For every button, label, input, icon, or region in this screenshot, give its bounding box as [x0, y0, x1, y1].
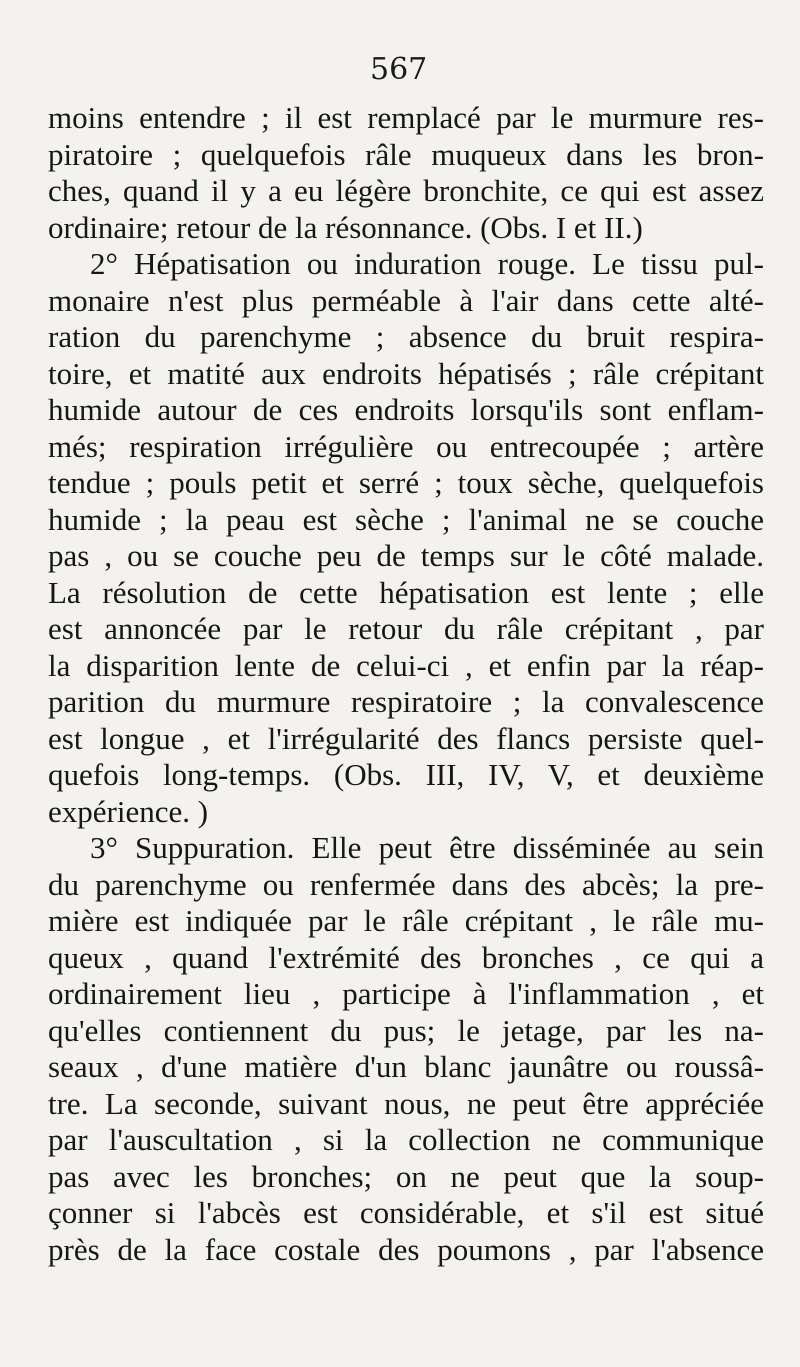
page-number: 567 — [370, 52, 428, 87]
text-line: toire, et matité aux endroits hépatisés ; râle crépitant — [48, 355, 764, 391]
text-line: quefois long-temps. (Obs. III, IV, V, et deuxième — [48, 757, 764, 792]
text-line-section-heading: 2° Hépatisation ou induration rouge. Le tissu pul- — [90, 246, 764, 281]
text-line: més; respiration irrégulière ou entrecoupée ; artère — [48, 428, 764, 464]
text-line: est longue , et l'irrégularité des flancs persiste quel- — [48, 720, 764, 756]
text-line: çonner si l'abcès est considérable, et s'il est situé — [48, 1195, 764, 1230]
text-line: ches, quand il y a eu légère bronchite, ce qui est assez — [48, 173, 764, 208]
text-line: est annoncée par le retour du râle crépitant , par — [48, 611, 764, 646]
text-line: ordinairement lieu , participe à l'inflammation , et — [48, 976, 764, 1011]
text-line-section-heading: 3° Suppuration. Elle peut être disséminée au sein — [90, 830, 764, 865]
text-line: tendue ; pouls petit et serré ; toux sèche, quelquefois — [48, 465, 764, 500]
text-line: près de la face costale des poumons , par l'absence — [48, 1231, 764, 1267]
text-line: pas , ou se couche peu de temps sur le côté malade. — [48, 538, 764, 573]
text-line: ordinaire; retour de la résonnance. (Obs. I et II.) — [48, 209, 643, 245]
body-text — [48, 100, 764, 1268]
text-line: moins entendre ; il est remplacé par le murmure res- — [48, 100, 764, 135]
text-line: tre. La seconde, suivant nous, ne peut être appréciée — [48, 1085, 764, 1121]
text-line: mière est indiquée par le râle crépitant , le râle mu- — [48, 903, 764, 938]
text-line: humide ; la peau est sèche ; l'animal ne se couche — [48, 501, 764, 537]
text-line: La résolution de cette hépatisation est lente ; elle — [48, 574, 764, 610]
text-line: piratoire ; quelquefois râle muqueux dans les bron- — [48, 136, 764, 172]
text-line: qu'elles contiennent du pus; le jetage, par les na- — [48, 1012, 764, 1048]
text-line: monaire n'est plus perméable à l'air dans cette alté- — [48, 282, 764, 318]
text-line: humide autour de ces endroits lorsqu'ils sont enflam- — [48, 392, 764, 427]
text-line: pas avec les bronches; on ne peut que la soup- — [48, 1158, 764, 1194]
text-line: par l'auscultation , si la collection ne communique — [48, 1122, 764, 1157]
text-line: queux , quand l'extrémité des bronches , ce qui a — [48, 939, 764, 975]
text-line: la disparition lente de celui-ci , et enfin par la réap- — [48, 647, 764, 683]
text-line: expérience. ) — [48, 793, 209, 829]
text-line: ration du parenchyme ; absence du bruit respira- — [48, 319, 764, 354]
text-line: du parenchyme ou renfermée dans des abcès; la pre- — [48, 866, 764, 902]
text-line: parition du murmure respiratoire ; la convalescence — [48, 684, 764, 719]
text-line: seaux , d'une matière d'un blanc jaunâtre ou roussâ- — [48, 1049, 764, 1084]
